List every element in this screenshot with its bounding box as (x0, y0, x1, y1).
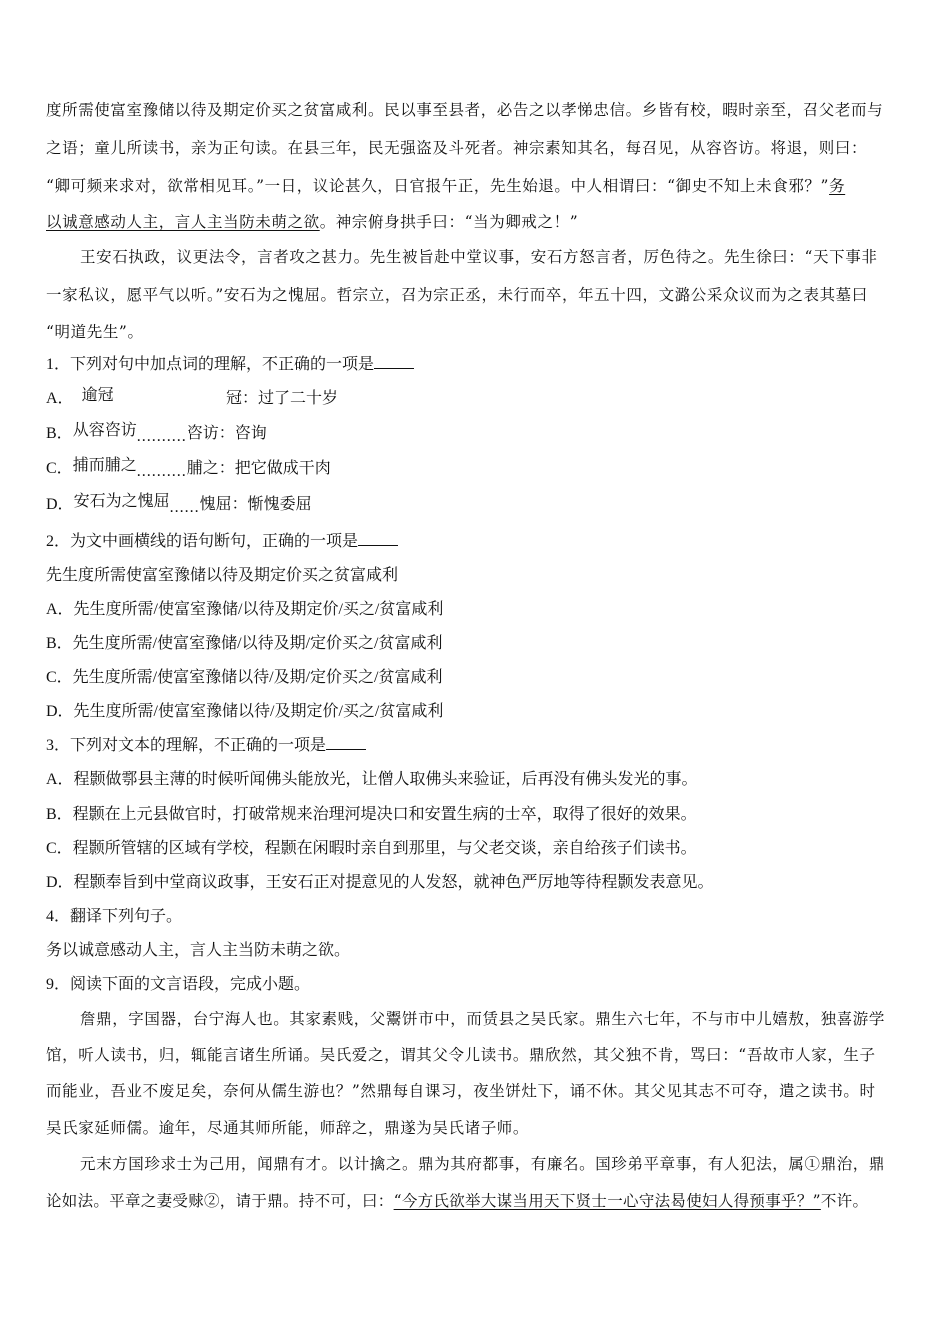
passage-line: 而能业，吾业不废足矣，奈何从儒生游也？”然鼎每自课习，夜坐饼灶下，诵不休。其父见其志不可夺，遣之读书。时 (46, 1082, 876, 1100)
answer-blank (358, 531, 398, 546)
option-label: C． (46, 460, 73, 477)
option-label: B． (46, 425, 73, 442)
option-row: D．先生度所需/使富室豫储以待/及期定价/买之/贫富咸利 (46, 703, 444, 720)
underlined-sentence: 务 (829, 177, 846, 195)
question-text: 1．下列对句中加点词的理解，不正确的一项是 (46, 356, 375, 373)
answer-blank (374, 354, 414, 369)
passage-text: 。神宗俯身拱手曰：“当为卿戒之！” (319, 213, 579, 231)
option-row: A．先生度所需/使富室豫储/以待及期定价/买之/贫富咸利 (46, 601, 444, 618)
option-word: 逾冠 (81, 387, 114, 404)
option-gloss: 愧屈：惭愧委屈 (199, 496, 312, 513)
emphasis-dots: .......... (136, 463, 187, 480)
emphasis-dots: .......... (136, 428, 187, 445)
passage-line: “明道先生”。 (46, 323, 144, 341)
option-row (46, 387, 906, 411)
passage-line (46, 1189, 906, 1213)
question-sentence: 务以诚意感动人主，言人主当防未萌之欲。 (46, 942, 351, 959)
question-text: 2．为文中画横线的语句断句，正确的一项是 (46, 533, 359, 550)
passage-line: 度所需使富室豫储以待及期定价买之贫富咸利。民以事至县者，必告之以孝悌忠信。乡皆有校，暇时亲至，召父老而与 (46, 101, 884, 119)
option-label: A． (46, 390, 74, 407)
answer-blank (326, 735, 366, 750)
option-row: B．先生度所需/使富室豫储/以待及期/定价买之/贫富咸利 (46, 635, 443, 652)
passage-line: 元末方国珍求士为己用，闻鼎有才。以计擒之。鼎为其府都事，有廉名。国珍弟平章事，有人犯法，属①鼎治，鼎 (80, 1155, 886, 1173)
option-row (46, 457, 906, 481)
option-gloss: 脯之：把它做成干肉 (186, 460, 331, 477)
passage-line (46, 174, 906, 198)
option-row (46, 493, 906, 517)
option-row: C．先生度所需/使富室豫储以待/及期/定价买之/贫富咸利 (46, 669, 443, 686)
passage-text: 不许。 (820, 1192, 869, 1210)
passage-line: 馆，听人读书，归，辄能言诸生所诵。吴氏爱之，谓其父令儿读书。鼎欣然，其父独不肯，骂曰：“吾故市人家，生子 (46, 1046, 876, 1064)
emphasis-dots: ...... (169, 499, 200, 516)
passage-line: 王安石执政，议更法令，言者攻之甚力。先生被旨赴中堂议事，安石方怒言者，厉色待之。先生徐曰：“天下事非 (80, 248, 878, 266)
option-gloss: 冠：过了二十岁 (226, 390, 339, 407)
option-gloss: 咨访：咨询 (186, 425, 267, 442)
passage-line: 一家私议，愿平气以听。”安石为之愧屈。哲宗立，召为宗正丞，未行而卒，年五十四，文潞公采众议而为之表其墓曰 (46, 286, 868, 304)
question-text: 3．下列对文本的理解，不正确的一项是 (46, 737, 327, 754)
underlined-sentence: 以诚意感动人主，言人主当防未萌之欲 (46, 213, 320, 231)
passage-text: “卿可频来求对，欲常相见耳。”一日，议论甚久，日官报午正，先生始退。中人相谓曰：“御史不知上未食邪？” (46, 177, 830, 195)
option-row (46, 422, 906, 446)
question-stem: 9．阅读下面的文言语段，完成小题。 (46, 976, 311, 993)
question-stem (46, 353, 906, 377)
question-stem (46, 530, 906, 554)
option-word: 捕而脯之 (72, 457, 137, 474)
question-stem (46, 734, 906, 758)
passage-line: 詹鼎，字国器，台宁海人也。其家素贱，父鬻饼市中，而赁县之吴氏家。鼎生六七年，不与市中儿嬉敖，独喜游学 (80, 1010, 886, 1028)
option-row: C．程颢所管辖的区域有学校，程颢在闲暇时亲自到那里，与父老交谈，亲自给孩子们读书。 (46, 840, 697, 857)
option-row: B．程颢在上元县做官时，打破常规来治理河堤决口和安置生病的士卒，取得了很好的效果。 (46, 806, 697, 823)
question-stem: 4．翻译下列句子。 (46, 908, 183, 925)
question-sentence: 先生度所需使富室豫储以待及期定价买之贫富咸利 (46, 567, 399, 584)
option-label: D． (46, 496, 74, 513)
option-word: 安石为之愧屈 (73, 493, 170, 510)
passage-line (46, 210, 906, 234)
option-word: 从容咨访 (72, 422, 137, 439)
passage-line: 之语；童儿所读书，亲为正句读。在县三年，民无强盗及斗死者。神宗素知其名，每召见，从容咨访。将退，则曰： (46, 139, 868, 157)
passage-text: 论如法。平章之妻受赇②，请于鼎。持不可，曰： (46, 1192, 394, 1210)
option-row: A．程颢做鄠县主薄的时候听闻佛头能放光，让僧人取佛头来验证，后再没有佛头发光的事。 (46, 771, 698, 788)
option-row: D．程颢奉旨到中堂商议政事，王安石正对提意见的人发怒，就神色严厉地等待程颢发表意见。 (46, 874, 714, 891)
passage-line: 吴氏家延师儒。逾年，尽通其师所能，师辞之，鼎遂为吴氏诸子师。 (46, 1119, 530, 1137)
underlined-sentence: “今方氏欲举大谋当用天下贤士一心守法曷使妇人得预事乎？” (393, 1192, 821, 1210)
